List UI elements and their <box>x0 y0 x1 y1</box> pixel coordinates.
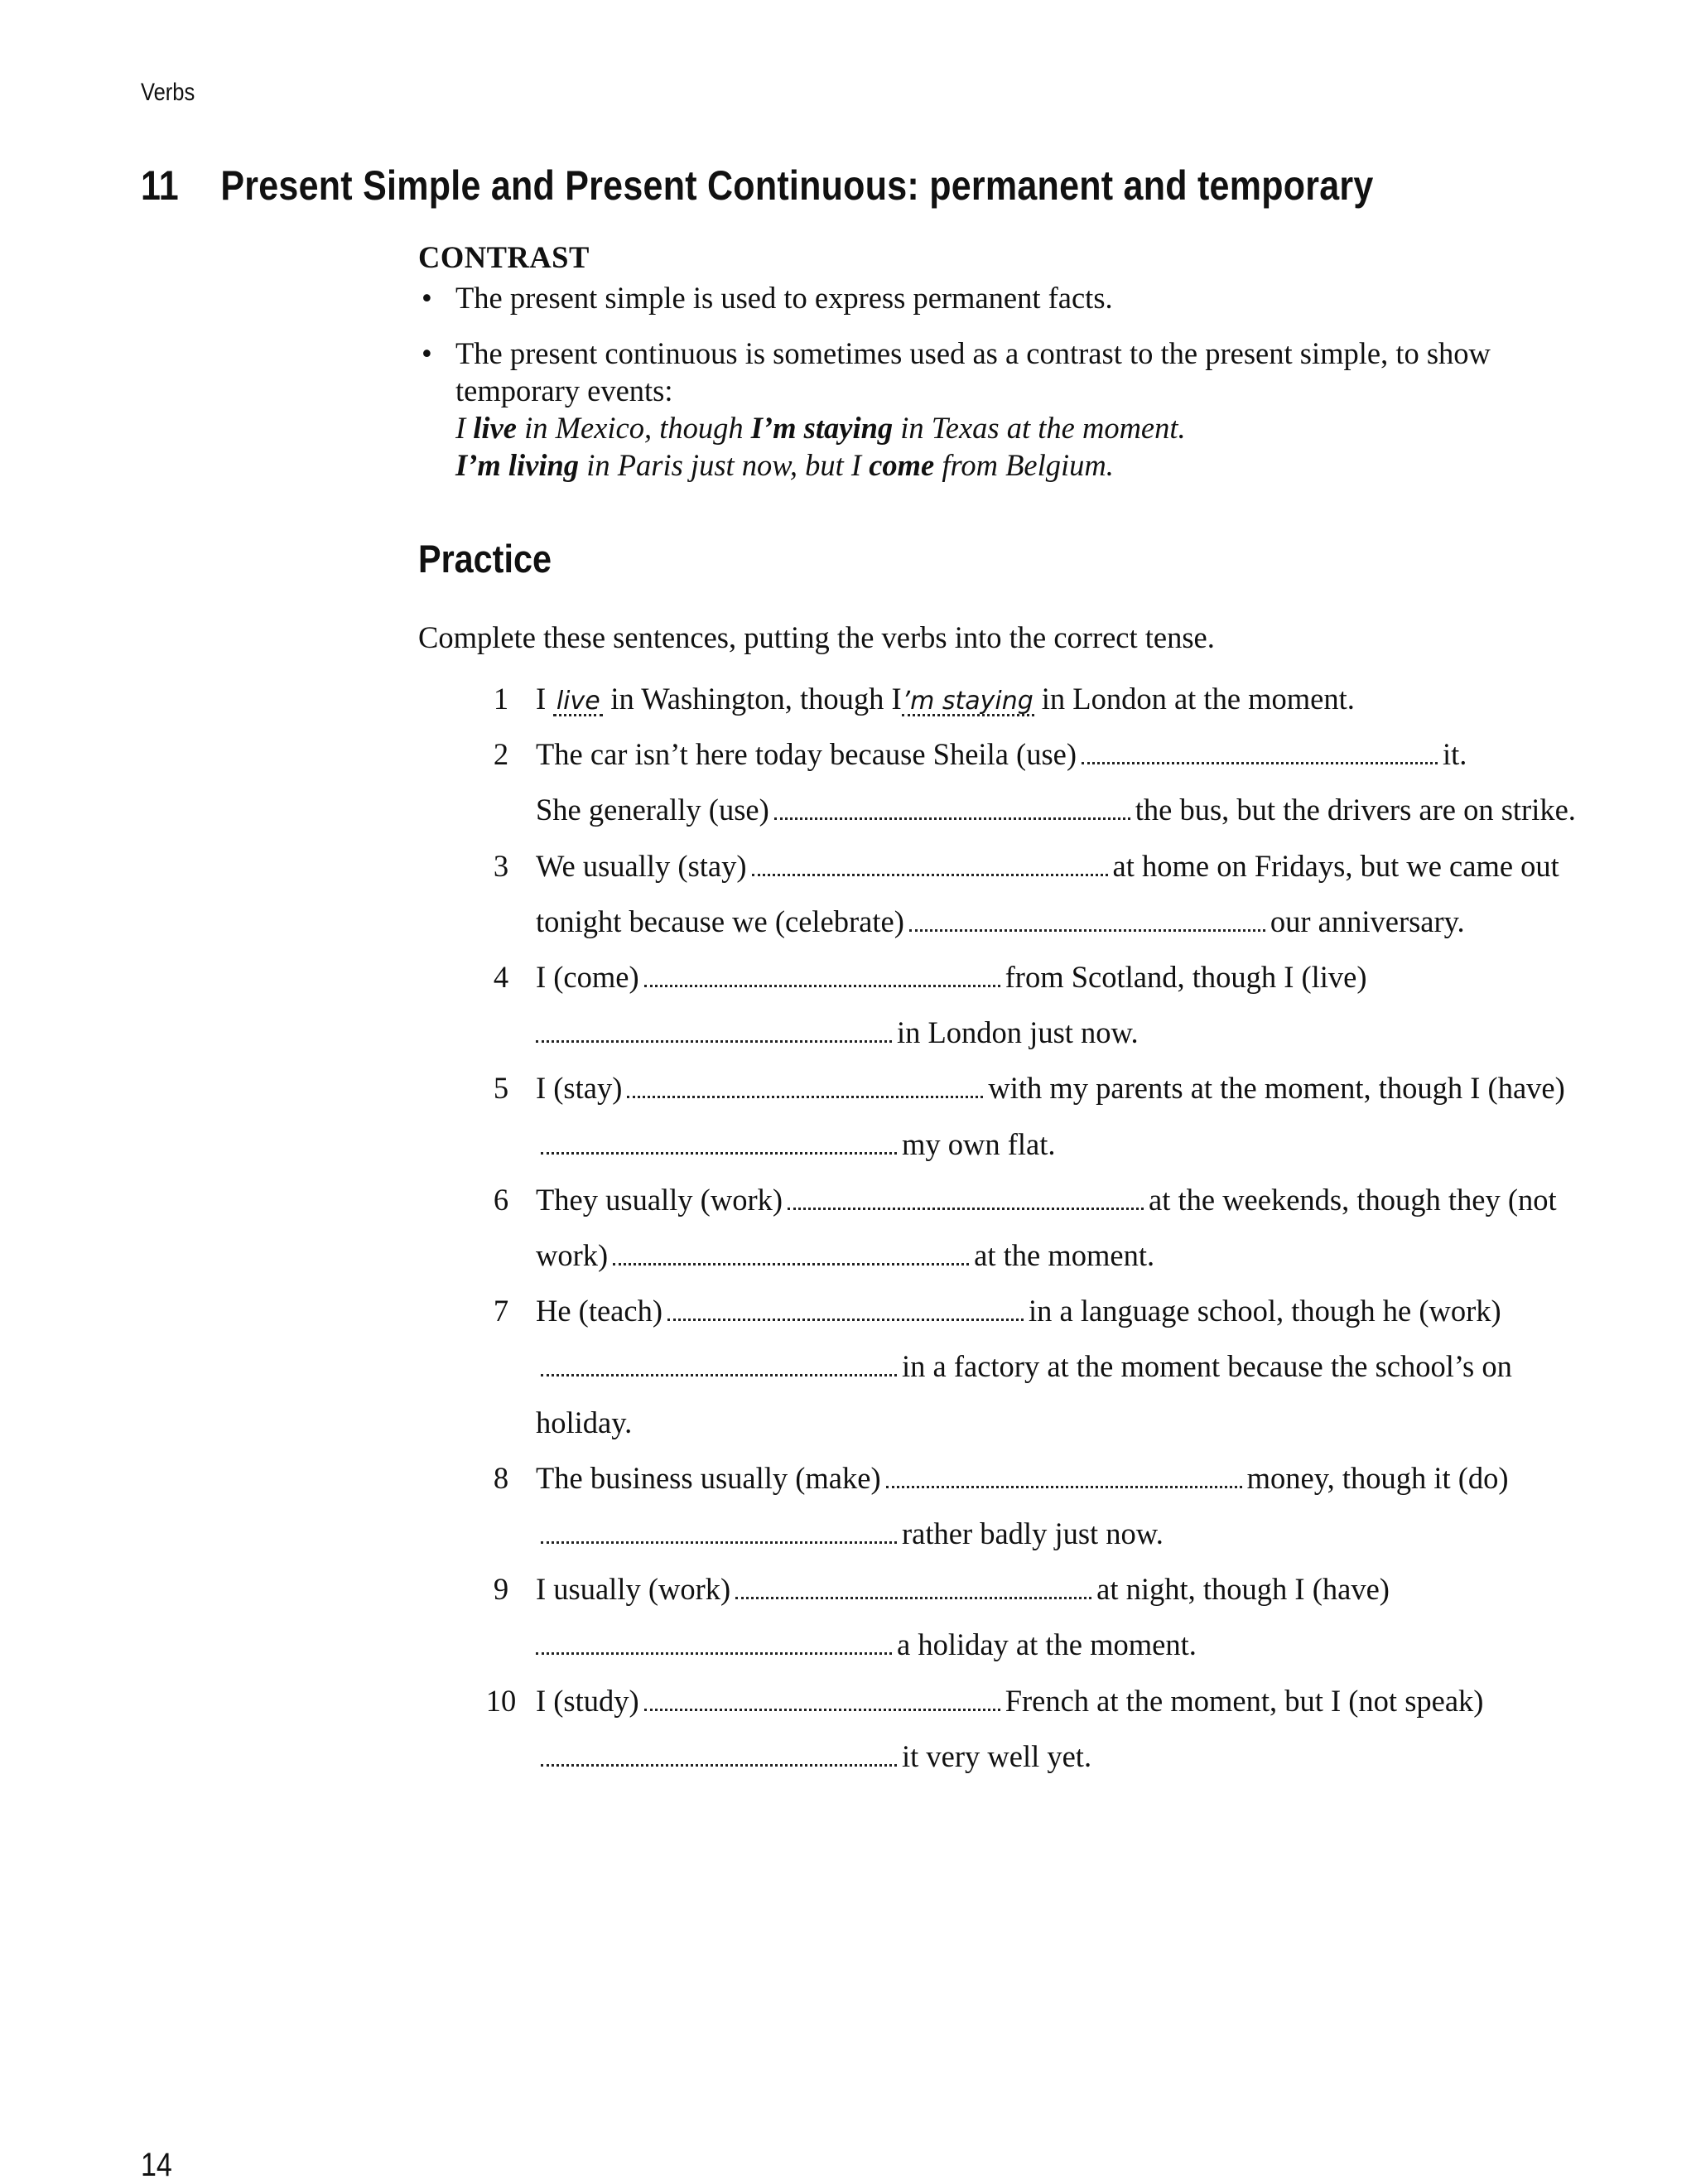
item-text: I (stay) <box>536 1071 623 1106</box>
answer-blank[interactable] <box>613 1245 969 1266</box>
item-text: in London just now. <box>897 1015 1139 1050</box>
item-number: 1 <box>493 682 509 716</box>
item-text: The business usually (make) <box>536 1460 881 1495</box>
item-number: 6 <box>493 1182 509 1217</box>
answer-blank[interactable] <box>752 856 1108 876</box>
item-text: a holiday at the moment. <box>897 1627 1197 1662</box>
item-text: with my parents at the moment, though I (have) <box>988 1071 1565 1106</box>
answer-blank[interactable] <box>536 1022 892 1043</box>
example-verb: come <box>869 448 935 482</box>
item-text: I usually (work) <box>536 1572 731 1607</box>
item-text: She generally (use) <box>536 793 769 827</box>
answer-blank[interactable] <box>788 1189 1144 1210</box>
answer-blank-filled[interactable]: ’m staying <box>902 687 1034 716</box>
item-text: our anniversary. <box>1270 904 1465 938</box>
exercise-list <box>480 671 1607 1784</box>
practice-instruction: Complete these sentences, putting the verbs into the correct tense. <box>418 620 1215 654</box>
item-text: from Scotland, though I (live) <box>1005 960 1367 995</box>
item-number: 8 <box>493 1460 509 1495</box>
item-text: I (come) <box>536 960 639 995</box>
answer-blank[interactable] <box>1082 744 1438 764</box>
contrast-heading: CONTRAST <box>418 240 590 274</box>
example-sentence-1 <box>455 411 1186 445</box>
example-text: I <box>455 411 474 445</box>
exercise-item <box>480 1060 1607 1171</box>
exercise-item <box>480 671 1607 726</box>
answer-blank-filled[interactable]: live <box>553 689 603 716</box>
page-number: 14 <box>141 2147 172 2183</box>
answer-blank[interactable] <box>627 1078 983 1098</box>
example-text: from Belgium. <box>934 448 1114 482</box>
bullet-icon: • <box>422 281 432 315</box>
item-text: rather badly just now. <box>902 1516 1164 1551</box>
item-text: at the weekends, though they (not work) <box>536 1182 1557 1273</box>
item-text: it very well yet. <box>902 1738 1092 1773</box>
unit-number: 11 <box>141 162 179 209</box>
item-text: the bus, but the drivers are on strike. <box>1135 793 1576 827</box>
answer-blank[interactable] <box>541 1356 897 1376</box>
exercise-item <box>480 1673 1607 1784</box>
item-number: 2 <box>493 737 509 772</box>
answer-blank[interactable] <box>644 1690 1000 1711</box>
item-text: We usually (stay) <box>536 848 747 883</box>
item-text: I <box>536 682 554 716</box>
example-text: in Mexico, though <box>516 411 751 445</box>
answer-blank[interactable] <box>886 1468 1242 1488</box>
example-verb: I’m living <box>455 448 580 482</box>
unit-title: Present Simple and Present Continuous: permanent and temporary <box>220 162 1374 209</box>
contrast-bullet-permanent <box>418 279 1611 316</box>
answer-blank[interactable] <box>536 1634 892 1655</box>
item-text: at the moment. <box>974 1238 1155 1273</box>
exercise-item <box>480 1283 1607 1450</box>
item-text: at home on Fridays, but we came out tonight because we (celebrate) <box>536 848 1559 938</box>
contrast-bullet-temporary <box>418 335 1611 484</box>
answer-blank[interactable] <box>909 911 1265 932</box>
bullet-icon: • <box>422 336 432 370</box>
example-verb: live <box>473 411 517 445</box>
example-sentence-2 <box>455 448 1114 482</box>
exercise-item <box>480 1172 1607 1283</box>
item-text: They usually (work) <box>536 1182 783 1217</box>
example-text: in Texas at the moment. <box>893 411 1186 445</box>
bullet-text: The present simple is used to express permanent facts. <box>455 281 1113 315</box>
item-number: 3 <box>493 848 509 883</box>
item-text: my own flat. <box>902 1126 1056 1161</box>
example-text: in Paris just now, but I <box>579 448 870 482</box>
item-text: The car isn’t here today because Sheila (use) <box>536 737 1077 772</box>
exercise-item <box>480 838 1607 949</box>
item-text: in a language school, though he (work) <box>1029 1294 1501 1328</box>
item-text: it. <box>1443 737 1467 772</box>
item-text: in Washington, though I <box>603 682 902 716</box>
item-number: 5 <box>493 1071 509 1106</box>
item-number: 9 <box>493 1572 509 1607</box>
answer-blank[interactable] <box>735 1579 1091 1599</box>
answer-blank[interactable] <box>541 1523 897 1544</box>
item-number: 7 <box>493 1294 509 1328</box>
item-text: I (study) <box>536 1683 639 1718</box>
answer-blank[interactable] <box>644 967 1000 987</box>
answer-blank[interactable] <box>541 1746 897 1767</box>
item-text: He (teach) <box>536 1294 662 1328</box>
bullet-text: The present continuous is sometimes used as a contrast to the present simple, to show temporary events: <box>455 336 1491 407</box>
exercise-item <box>480 726 1607 837</box>
item-text: in a factory at the moment because the school’s on holiday. <box>536 1349 1512 1439</box>
exercise-item <box>480 1450 1607 1561</box>
exercise-item <box>480 949 1607 1060</box>
unit-heading <box>141 162 1374 210</box>
item-text: French at the moment, but I (not speak) <box>1005 1683 1484 1718</box>
running-head: Verbs <box>141 79 195 106</box>
item-number: 10 <box>485 1683 517 1718</box>
item-text: at night, though I (have) <box>1096 1572 1390 1607</box>
example-verb: I’m staying <box>750 411 894 445</box>
answer-blank[interactable] <box>667 1300 1024 1321</box>
answer-blank[interactable] <box>774 799 1130 820</box>
answer-blank[interactable] <box>541 1134 897 1155</box>
item-text: money, though it (do) <box>1246 1460 1509 1495</box>
exercise-item <box>480 1561 1607 1672</box>
item-text: in London at the moment. <box>1034 682 1355 716</box>
practice-heading: Practice <box>418 537 552 581</box>
item-number: 4 <box>493 960 509 995</box>
contrast-section <box>418 239 1611 502</box>
